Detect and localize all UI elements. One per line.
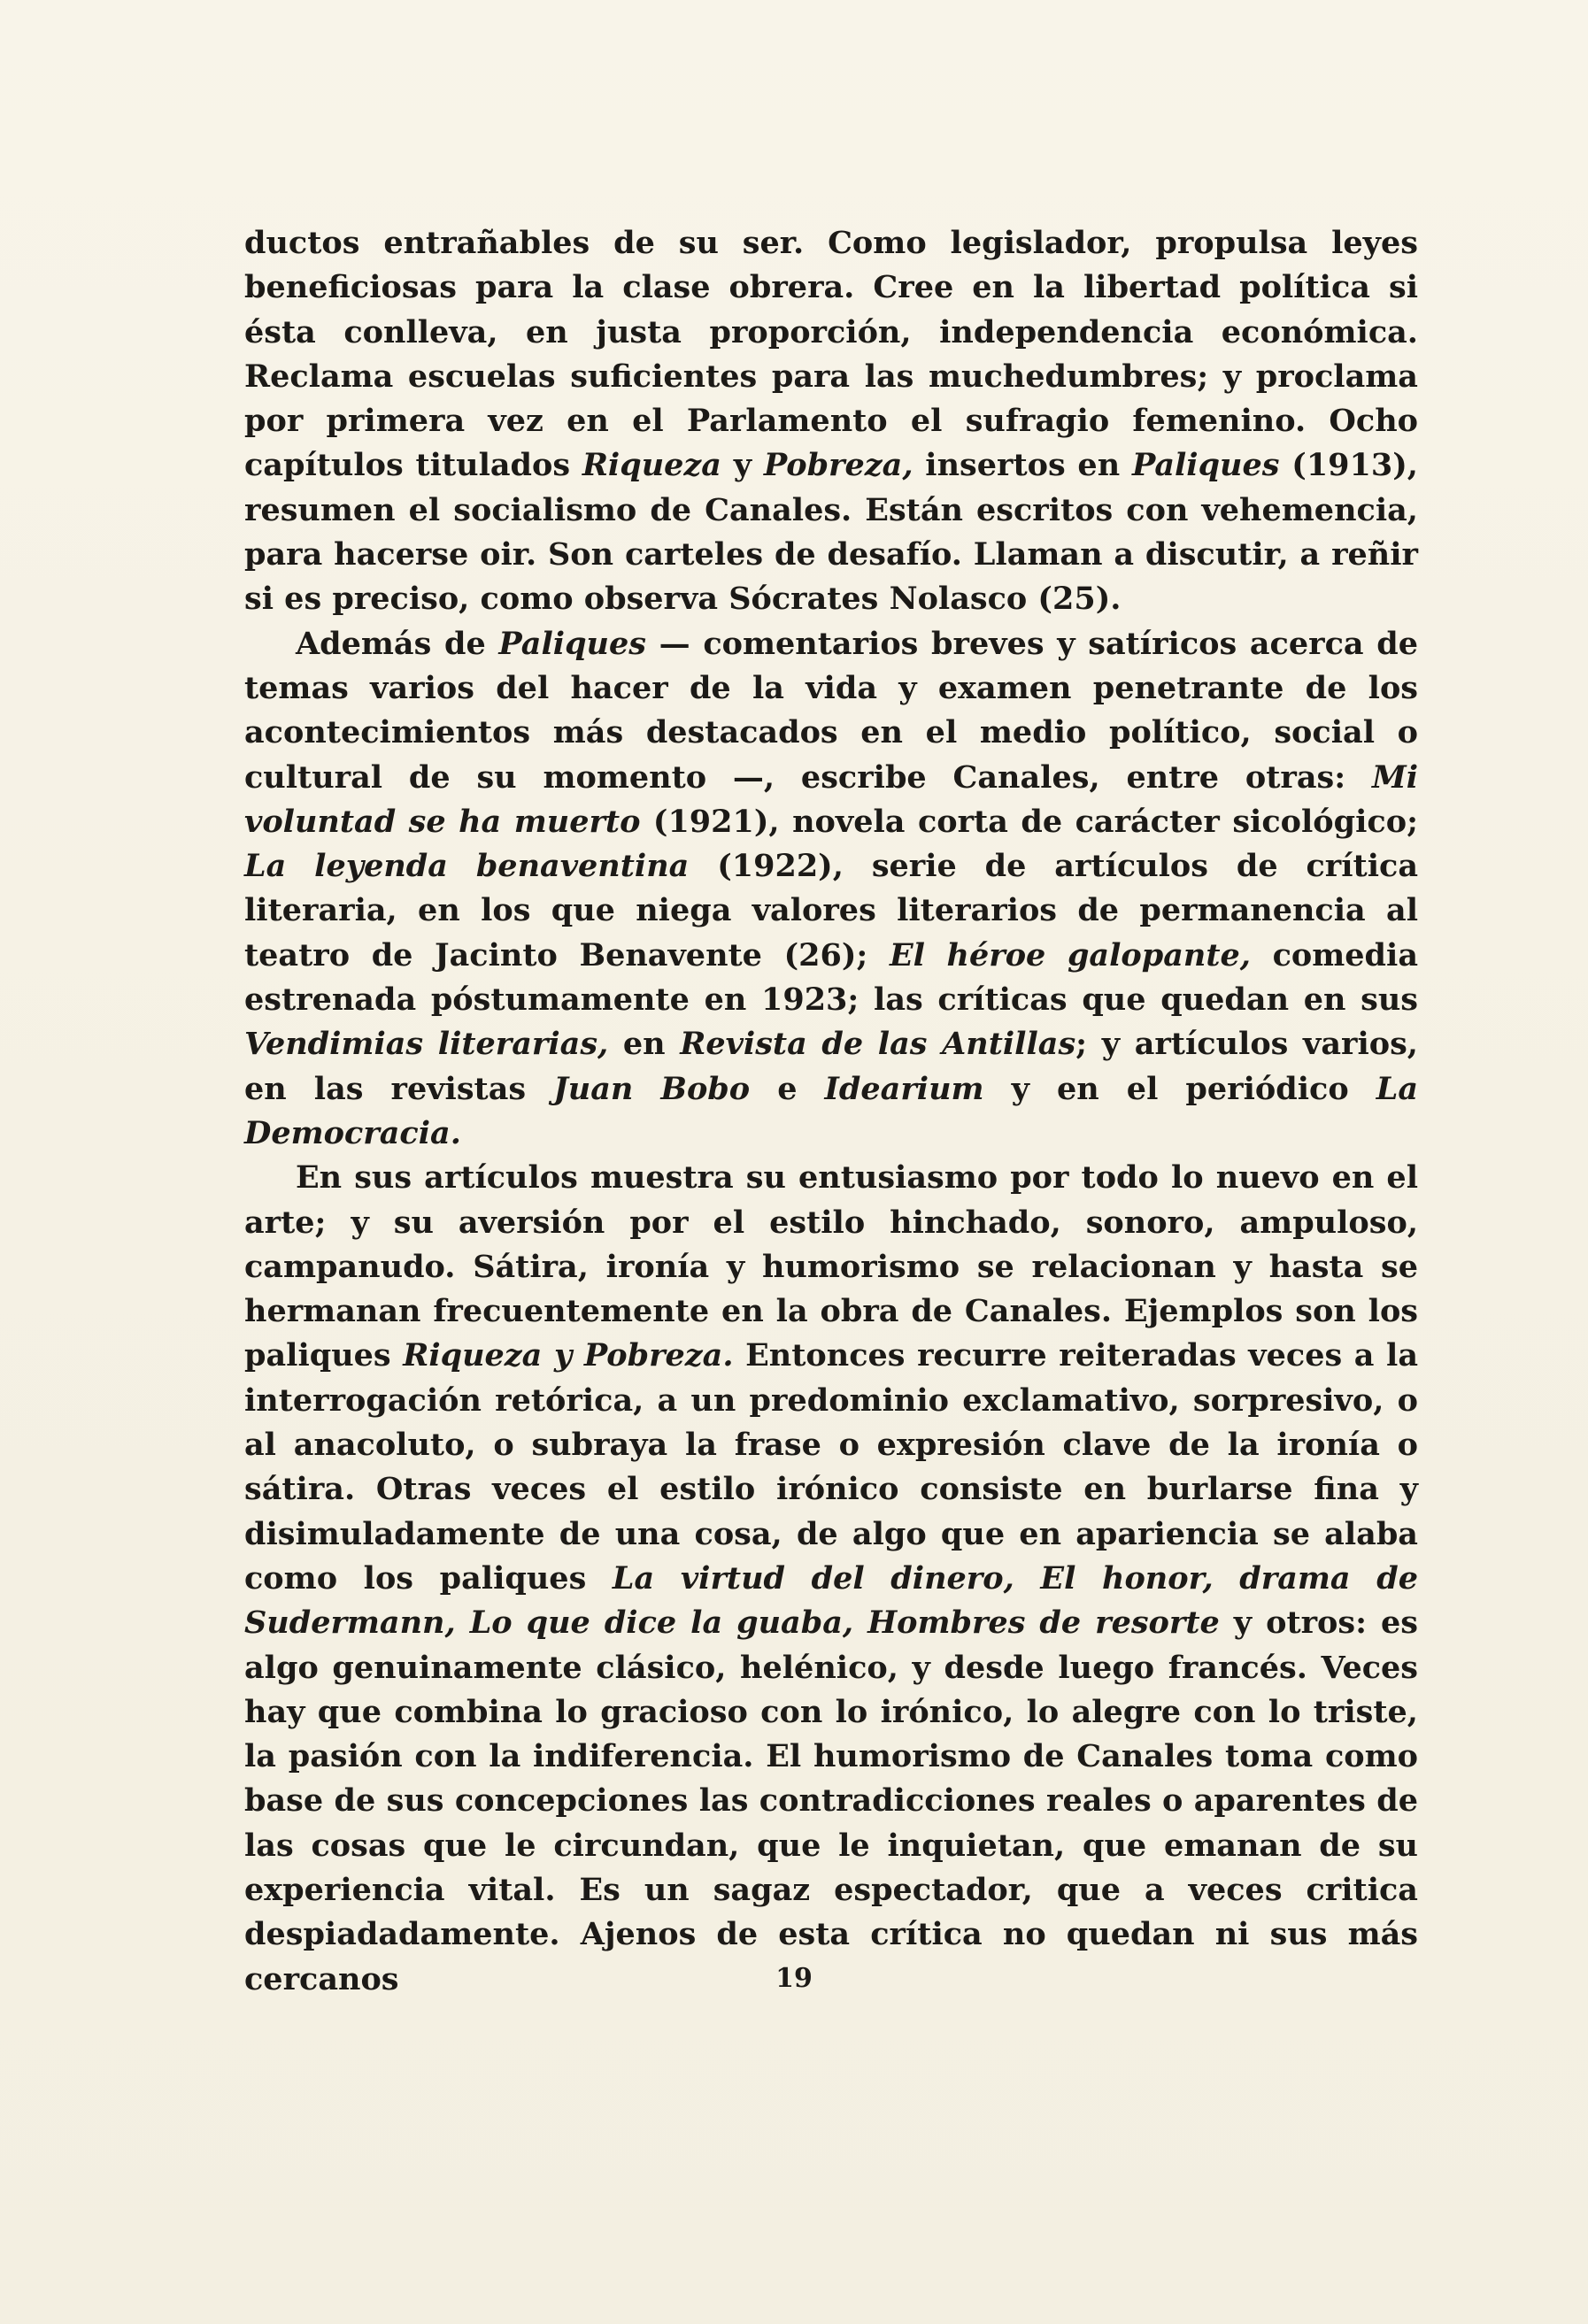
text-run: ; y artículos varios, en las revistas	[244, 1026, 1418, 1107]
text-run: e	[750, 1070, 825, 1107]
italic-title: La leyenda benaventina	[244, 848, 690, 885]
text-run: en	[608, 1026, 681, 1063]
italic-title: Vendimias literarias,	[244, 1026, 609, 1063]
text-run: y en el periódico	[983, 1070, 1376, 1107]
text-run: comedia estrenada póstumamente en 1923; las críticas que quedan en sus	[244, 936, 1418, 1019]
italic-title: Pobreza,	[763, 447, 913, 484]
text-run: — comentarios breves y satíricos acerca de temas varios del hacer de la vida y examen penetrante de los acontecimientos más destacados en el medio político, social o cultural de su momento —, escribe Canales, entre otras:	[244, 625, 1418, 796]
italic-title: Paliques	[498, 625, 646, 662]
page-number: 19	[775, 1963, 813, 1994]
italic-title: Riqueza y Pobreza.	[403, 1337, 734, 1374]
italic-title: Mi voluntad se ha muerto	[244, 758, 1418, 840]
paragraph	[244, 1156, 1418, 2002]
italic-title: Riqueza	[582, 447, 721, 484]
italic-title: Idearium	[824, 1070, 984, 1107]
text-run: En sus artículos muestra su entusiasmo por todo lo nuevo en el arte; y su aversión por el estilo hinchado, sonoro, ampuloso, campanudo. Sátira, ironía y humorismo se relacionan y hasta se hermanan frecuentemente en la obra de Canales. Ejemplos son los paliques	[244, 1159, 1418, 1374]
italic-title: Paliques	[1131, 447, 1280, 484]
paragraph	[244, 622, 1418, 1157]
text-run: Además de	[296, 625, 499, 662]
text-run: y otros: es algo genuinamente clásico, helénico, y desde luego francés. Veces hay que combina lo gracioso con lo irónico, lo alegre con lo triste, la pasión con la indiferencia. El humorismo de Canales toma como base de sus concepciones las contradicciones reales o aparentes de las cosas que le circundan, que le inquietan, que emanan de su experiencia vital. Es un sagaz espectador, que a veces critica despiadadamente. Ajenos de esta crítica no quedan ni sus más cercanos	[244, 1604, 1418, 1997]
italic-title: La Democracia.	[244, 1070, 1419, 1151]
italic-title: La virtud del dinero, El honor, drama de Sudermann, Lo que dice la guaba, Hombres de resorte	[244, 1559, 1418, 1642]
text-run: insertos en	[913, 447, 1132, 484]
text-run: y	[721, 447, 764, 484]
italic-title: El héroe galopante,	[889, 936, 1251, 973]
text-run: (1913), resumen el socialismo de Canales. Están escritos con vehemencia, para hacerse oir. Son carteles de desafío. Llaman a discutir, a reñir si es preciso, como observa Sócrates Nolasco (25).	[244, 447, 1418, 618]
paragraph	[244, 221, 1418, 622]
text-run: ductos entrañables de su ser. Como legislador, propulsa leyes beneficiosas para la clase obrera. Cree en la libertad política si ésta conlleva, en justa proporción, independencia económica. Reclama escuelas suficientes para las muchedumbres; y proclama por primera vez en el Parlamento el sufragio femenino. Ocho capítulos titulados	[244, 225, 1418, 484]
text-run: Entonces recurre reiteradas veces a la interrogación retórica, a un predominio exclamativo, sorpresivo, o al anacoluto, o subraya la frase o expresión clave de la ironía o sátira. Otras veces el estilo irónico consiste en burlarse fina y disimuladamente de una cosa, de algo que en apariencia se alaba como los paliques	[244, 1337, 1419, 1597]
text-run: (1922), serie de artículos de crítica literaria, en los que niega valores literarios de permanencia al teatro de Jacinto Benavente (26);	[244, 848, 1418, 973]
body-text	[244, 221, 1418, 2002]
italic-title: Juan Bobo	[553, 1070, 751, 1107]
text-run: (1921), novela corta de carácter sicológico;	[640, 803, 1418, 840]
italic-title: Revista de las Antillas	[680, 1026, 1076, 1063]
